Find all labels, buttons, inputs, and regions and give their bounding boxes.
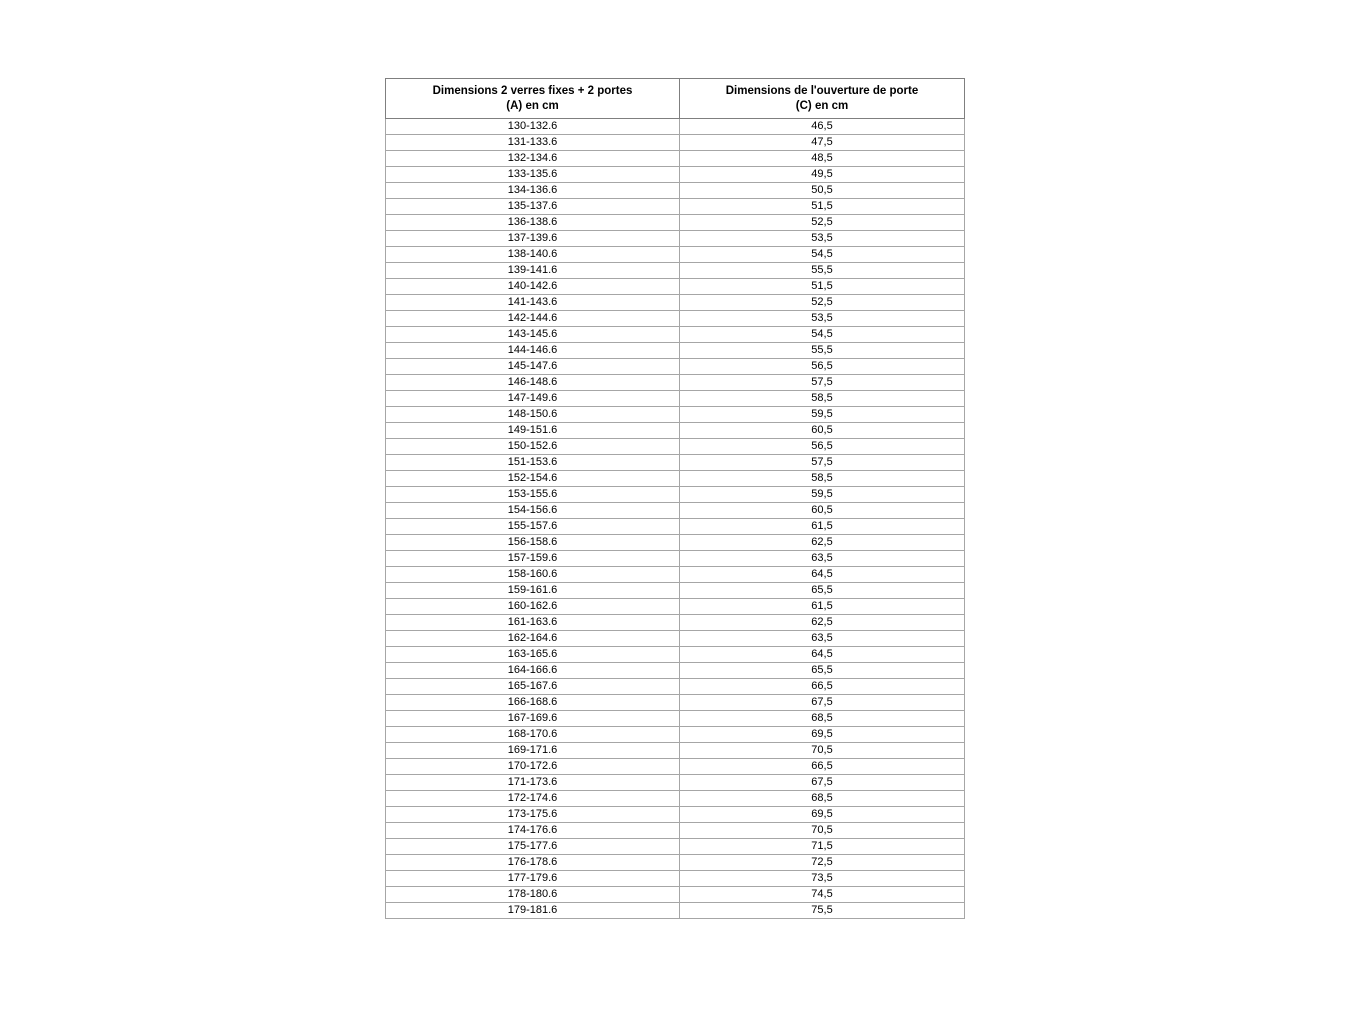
cell-dimension-c: 61,5: [680, 599, 965, 615]
header-a-line1: Dimensions 2 verres fixes + 2 portes: [432, 84, 633, 97]
cell-dimension-c: 55,5: [680, 343, 965, 359]
cell-dimension-c: 58,5: [680, 391, 965, 407]
cell-dimension-a: 171-173.6: [386, 775, 680, 791]
cell-dimension-a: 150-152.6: [386, 439, 680, 455]
table-row: [386, 487, 965, 503]
cell-dimension-a: 155-157.6: [386, 519, 680, 535]
table-row: [386, 311, 965, 327]
cell-dimension-c: 53,5: [680, 231, 965, 247]
cell-dimension-a: 137-139.6: [386, 231, 680, 247]
cell-dimension-a: 138-140.6: [386, 247, 680, 263]
table-row: [386, 343, 965, 359]
column-header-dimensions-a: [386, 79, 680, 119]
table-row: [386, 231, 965, 247]
cell-dimension-a: 179-181.6: [386, 903, 680, 919]
cell-dimension-a: 156-158.6: [386, 535, 680, 551]
cell-dimension-c: 57,5: [680, 455, 965, 471]
cell-dimension-a: 139-141.6: [386, 263, 680, 279]
cell-dimension-a: 140-142.6: [386, 279, 680, 295]
cell-dimension-a: 132-134.6: [386, 151, 680, 167]
cell-dimension-a: 144-146.6: [386, 343, 680, 359]
cell-dimension-a: 131-133.6: [386, 135, 680, 151]
table-row: [386, 535, 965, 551]
table-row: [386, 759, 965, 775]
table-row: [386, 647, 965, 663]
cell-dimension-a: 133-135.6: [386, 167, 680, 183]
table-row: [386, 583, 965, 599]
table-row: [386, 423, 965, 439]
header-c-line2: (C) en cm: [795, 99, 849, 112]
cell-dimension-c: 59,5: [680, 407, 965, 423]
table-row: [386, 855, 965, 871]
table-row: [386, 807, 965, 823]
dimensions-table: [385, 78, 965, 919]
cell-dimension-c: 68,5: [680, 711, 965, 727]
cell-dimension-a: 166-168.6: [386, 695, 680, 711]
cell-dimension-c: 50,5: [680, 183, 965, 199]
cell-dimension-c: 57,5: [680, 375, 965, 391]
table-row: [386, 679, 965, 695]
cell-dimension-c: 70,5: [680, 743, 965, 759]
cell-dimension-a: 147-149.6: [386, 391, 680, 407]
cell-dimension-a: 161-163.6: [386, 615, 680, 631]
table-row: [386, 599, 965, 615]
table-row: [386, 151, 965, 167]
cell-dimension-c: 66,5: [680, 679, 965, 695]
cell-dimension-c: 56,5: [680, 439, 965, 455]
table-row: [386, 263, 965, 279]
cell-dimension-a: 154-156.6: [386, 503, 680, 519]
table-row: [386, 119, 965, 135]
table-row: [386, 295, 965, 311]
cell-dimension-c: 72,5: [680, 855, 965, 871]
table-row: [386, 839, 965, 855]
cell-dimension-a: 143-145.6: [386, 327, 680, 343]
cell-dimension-a: 134-136.6: [386, 183, 680, 199]
cell-dimension-c: 56,5: [680, 359, 965, 375]
cell-dimension-c: 51,5: [680, 279, 965, 295]
cell-dimension-a: 141-143.6: [386, 295, 680, 311]
cell-dimension-c: 46,5: [680, 119, 965, 135]
cell-dimension-a: 159-161.6: [386, 583, 680, 599]
cell-dimension-a: 163-165.6: [386, 647, 680, 663]
table-row: [386, 823, 965, 839]
cell-dimension-c: 58,5: [680, 471, 965, 487]
cell-dimension-c: 60,5: [680, 423, 965, 439]
cell-dimension-a: 130-132.6: [386, 119, 680, 135]
cell-dimension-a: 178-180.6: [386, 887, 680, 903]
cell-dimension-c: 54,5: [680, 327, 965, 343]
cell-dimension-c: 63,5: [680, 551, 965, 567]
table-row: [386, 183, 965, 199]
header-a-line2: (A) en cm: [506, 99, 559, 112]
table-row: [386, 135, 965, 151]
cell-dimension-c: 61,5: [680, 519, 965, 535]
cell-dimension-c: 52,5: [680, 215, 965, 231]
table-row: [386, 199, 965, 215]
cell-dimension-c: 49,5: [680, 167, 965, 183]
cell-dimension-a: 165-167.6: [386, 679, 680, 695]
table-row: [386, 503, 965, 519]
table-row: [386, 615, 965, 631]
cell-dimension-c: 55,5: [680, 263, 965, 279]
table-row: [386, 887, 965, 903]
table-row: [386, 871, 965, 887]
cell-dimension-c: 62,5: [680, 535, 965, 551]
table-row: [386, 711, 965, 727]
table-row: [386, 407, 965, 423]
table-row: [386, 391, 965, 407]
cell-dimension-c: 47,5: [680, 135, 965, 151]
cell-dimension-a: 172-174.6: [386, 791, 680, 807]
cell-dimension-a: 142-144.6: [386, 311, 680, 327]
cell-dimension-a: 136-138.6: [386, 215, 680, 231]
cell-dimension-c: 64,5: [680, 567, 965, 583]
cell-dimension-a: 152-154.6: [386, 471, 680, 487]
table-row: [386, 631, 965, 647]
cell-dimension-c: 64,5: [680, 647, 965, 663]
cell-dimension-c: 60,5: [680, 503, 965, 519]
table-row: [386, 903, 965, 919]
cell-dimension-a: 146-148.6: [386, 375, 680, 391]
cell-dimension-a: 169-171.6: [386, 743, 680, 759]
table-row: [386, 663, 965, 679]
cell-dimension-a: 149-151.6: [386, 423, 680, 439]
table-row: [386, 695, 965, 711]
table-body: [386, 119, 965, 919]
cell-dimension-a: 174-176.6: [386, 823, 680, 839]
header-row: [386, 79, 965, 119]
table-row: [386, 551, 965, 567]
cell-dimension-c: 59,5: [680, 487, 965, 503]
cell-dimension-c: 71,5: [680, 839, 965, 855]
cell-dimension-c: 75,5: [680, 903, 965, 919]
cell-dimension-c: 67,5: [680, 775, 965, 791]
table-row: [386, 455, 965, 471]
cell-dimension-a: 176-178.6: [386, 855, 680, 871]
cell-dimension-a: 153-155.6: [386, 487, 680, 503]
cell-dimension-a: 170-172.6: [386, 759, 680, 775]
table-row: [386, 375, 965, 391]
header-c-line1: Dimensions de l'ouverture de porte: [725, 84, 919, 97]
cell-dimension-a: 175-177.6: [386, 839, 680, 855]
cell-dimension-c: 54,5: [680, 247, 965, 263]
cell-dimension-a: 145-147.6: [386, 359, 680, 375]
cell-dimension-c: 73,5: [680, 871, 965, 887]
table-row: [386, 471, 965, 487]
cell-dimension-c: 65,5: [680, 663, 965, 679]
table-row: [386, 215, 965, 231]
cell-dimension-a: 160-162.6: [386, 599, 680, 615]
cell-dimension-c: 69,5: [680, 727, 965, 743]
table-row: [386, 439, 965, 455]
table-row: [386, 279, 965, 295]
table-row: [386, 567, 965, 583]
cell-dimension-a: 167-169.6: [386, 711, 680, 727]
cell-dimension-c: 53,5: [680, 311, 965, 327]
column-header-dimensions-c: [680, 79, 965, 119]
table-row: [386, 519, 965, 535]
cell-dimension-c: 68,5: [680, 791, 965, 807]
cell-dimension-a: 151-153.6: [386, 455, 680, 471]
cell-dimension-c: 51,5: [680, 199, 965, 215]
cell-dimension-c: 52,5: [680, 295, 965, 311]
table-row: [386, 743, 965, 759]
table-row: [386, 727, 965, 743]
cell-dimension-a: 164-166.6: [386, 663, 680, 679]
table-row: [386, 247, 965, 263]
table-row: [386, 167, 965, 183]
cell-dimension-c: 63,5: [680, 631, 965, 647]
table-row: [386, 775, 965, 791]
table-row: [386, 791, 965, 807]
cell-dimension-a: 162-164.6: [386, 631, 680, 647]
cell-dimension-c: 48,5: [680, 151, 965, 167]
cell-dimension-a: 158-160.6: [386, 567, 680, 583]
cell-dimension-a: 148-150.6: [386, 407, 680, 423]
table-row: [386, 359, 965, 375]
cell-dimension-c: 74,5: [680, 887, 965, 903]
cell-dimension-c: 66,5: [680, 759, 965, 775]
cell-dimension-a: 135-137.6: [386, 199, 680, 215]
cell-dimension-a: 168-170.6: [386, 727, 680, 743]
cell-dimension-c: 69,5: [680, 807, 965, 823]
table-row: [386, 327, 965, 343]
cell-dimension-a: 157-159.6: [386, 551, 680, 567]
cell-dimension-c: 70,5: [680, 823, 965, 839]
cell-dimension-c: 62,5: [680, 615, 965, 631]
cell-dimension-a: 173-175.6: [386, 807, 680, 823]
cell-dimension-a: 177-179.6: [386, 871, 680, 887]
cell-dimension-c: 67,5: [680, 695, 965, 711]
cell-dimension-c: 65,5: [680, 583, 965, 599]
